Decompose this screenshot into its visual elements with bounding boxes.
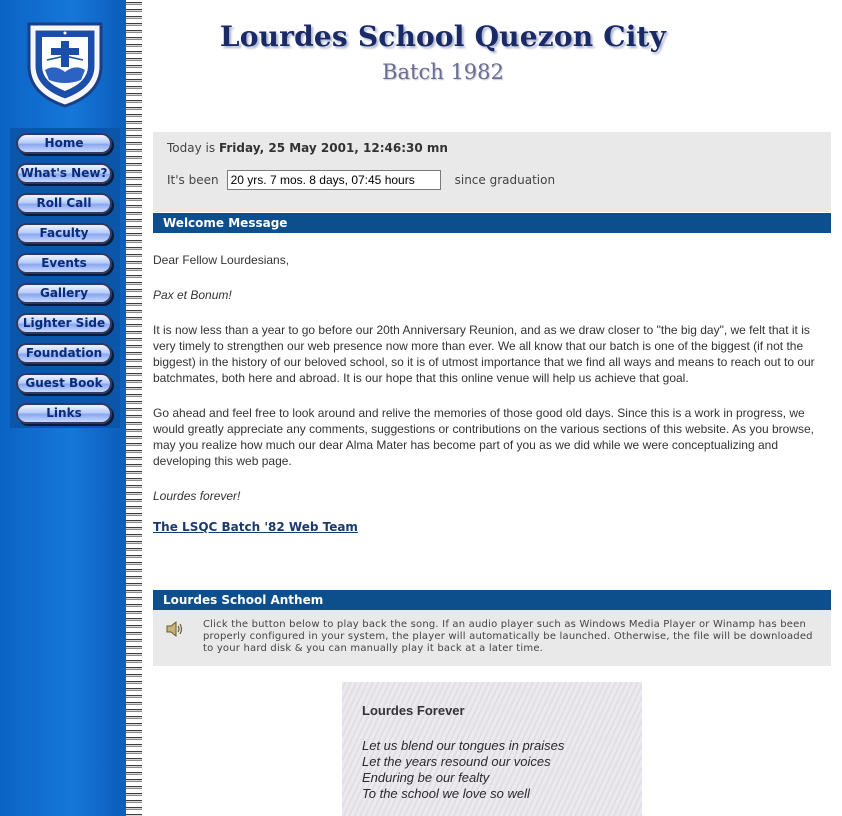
welcome-heading: Welcome Message <box>153 213 831 233</box>
today-prefix: Today is <box>167 141 216 155</box>
anthem-panel <box>153 610 831 666</box>
closing: Lourdes forever! <box>153 489 241 503</box>
today-line <box>167 141 448 155</box>
salutation: Pax et Bonum! <box>153 288 232 302</box>
anthem-heading: Lourdes School Anthem <box>153 590 831 610</box>
anthem-instructions: Click the button below to play back the song. If an audio player such as Windows Media Player or Winamp has been properly configured in your system, the player will automatically be launched. Otherwise, the file will be downloaded to your hard disk & you can manually play it back at a later time. <box>203 619 813 654</box>
elapsed-suffix: since graduation <box>454 173 556 187</box>
nav-faculty-button[interactable]: Faculty <box>16 223 112 244</box>
lyrics-line: Let us blend our tongues in praises <box>362 738 565 753</box>
nav-events-button[interactable]: Events <box>16 253 112 274</box>
message-paragraph-1: It is now less than a year to go before our 20th Anniversary Reunion, and as we draw closer to "the big day", we felt that it is very timely to strengthen our web presence now more than ever. We all know that our batch is one of the biggest (if not the biggest) in the history of our beloved school, so it is of utmost importance that we find all ways and means to reach out to our batchmates, both here and abroad. It is our hope that this online venue will help us achieve that goal. <box>153 323 815 385</box>
site-subtitle: Batch 1982 <box>382 60 504 84</box>
nav-links-button[interactable]: Links <box>16 403 112 424</box>
elapsed-time-field[interactable] <box>227 170 441 190</box>
site-title: Lourdes School Quezon City <box>219 20 667 53</box>
nav-gallery-button[interactable]: Gallery <box>16 283 112 304</box>
welcome-message <box>153 252 831 554</box>
message-paragraph-2: Go ahead and feel free to look around and relive the memories of those good old days. Since this is a work in progress, we would greatly appreciate any comments, suggestions or contributions on the various sections of this website. As you browse, may you realize how much our dear Alma Mater has become part of you as we did while we were conceptualizing and developing this web page. <box>153 406 815 468</box>
lyrics-lines <box>362 738 564 802</box>
elapsed-line <box>167 170 555 190</box>
play-anthem-button[interactable] <box>165 620 185 638</box>
lyrics-line: Let the years resound our voices <box>362 754 551 769</box>
school-seal-icon <box>25 20 105 108</box>
nav-foundation-button[interactable]: Foundation <box>16 343 112 364</box>
nav-menu <box>10 128 120 428</box>
sidebar <box>0 0 120 816</box>
today-value: Friday, 25 May 2001, 12:46:30 mn <box>218 141 448 155</box>
nav-roll-call-button[interactable]: Roll Call <box>16 193 112 214</box>
greeting: Dear Fellow Lourdesians, <box>153 253 290 267</box>
date-panel <box>153 132 831 212</box>
school-logo[interactable] <box>25 20 105 108</box>
spiral-binding <box>120 0 142 816</box>
speaker-icon <box>165 620 185 638</box>
web-team-link[interactable]: The LSQC Batch '82 Web Team <box>153 520 358 534</box>
lyrics-box <box>342 682 642 816</box>
nav-guest-book-button[interactable]: Guest Book <box>16 373 112 394</box>
nav-whats-new-button[interactable]: What's New? <box>16 163 112 184</box>
nav-home-button[interactable]: Home <box>16 133 112 154</box>
elapsed-prefix: It's been <box>167 173 219 187</box>
lyrics-line: Enduring be our fealty <box>362 770 490 785</box>
lyrics-line: To the school we love so well <box>362 786 530 801</box>
nav-lighter-side-button[interactable]: Lighter Side <box>16 313 112 334</box>
lyrics-title: Lourdes Forever <box>362 703 465 718</box>
